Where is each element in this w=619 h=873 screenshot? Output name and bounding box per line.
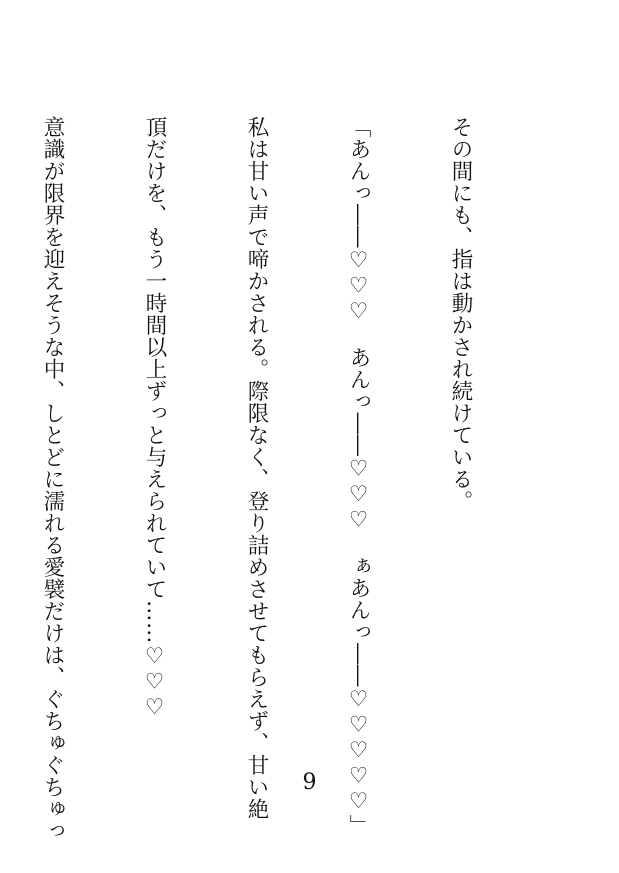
text-column: 頂だけを、もう一時間以上ずっと与えられていて……♡♡♡	[142, 116, 167, 721]
text-column: 意識が限界を迎えそうな中、しとどに濡れる愛襞だけは、ぐちゅぐちゅっ	[40, 116, 65, 842]
text-column: 「あんっ――♡♡♡ あんっ――♡♡♡ ぁあんっ――♡♡♡♡♡」	[346, 116, 371, 837]
text-column: その間にも、指は動かされ続けている。	[448, 116, 473, 512]
page-number: 9	[302, 770, 317, 795]
text-column: 私は甘い声で啼かされる。際限なく、登り詰めさせてもらえず、甘い絶	[244, 116, 269, 820]
vertical-text-body	[0, 116, 545, 842]
